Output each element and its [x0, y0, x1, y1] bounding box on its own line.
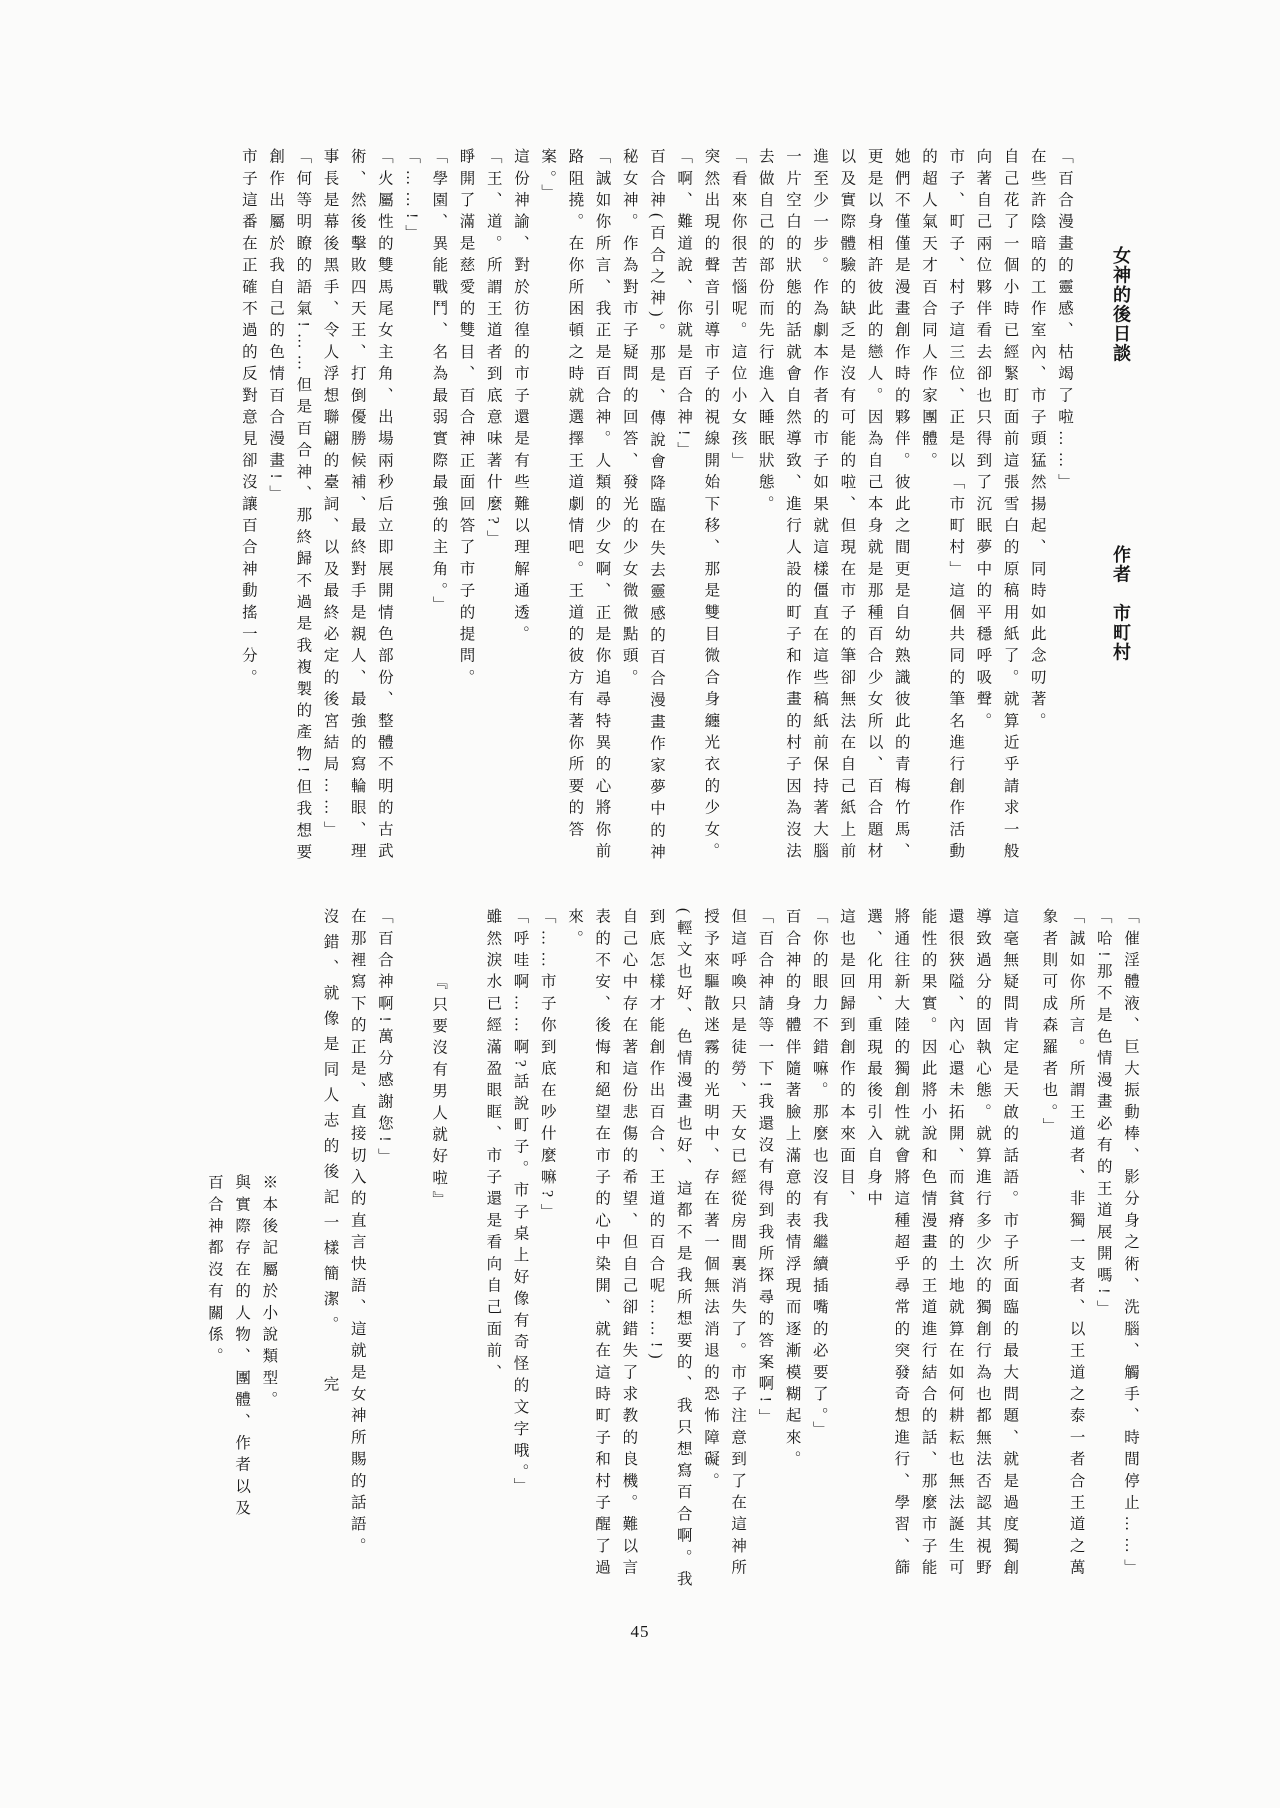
paragraph: 「何等明瞭的語氣!……但是百合神、那終歸不過是我複製的產物!但我想要創作出屬於我自己的色情百合漫畫!」 [267, 148, 312, 866]
paragraph: 這份神諭、對於彷徨的市子還是有些難以理解通透。 [511, 148, 529, 648]
disclaimer-note: 與實際存在的人物、團體、作者以及 [233, 1174, 251, 1522]
paragraph: 自己心中存在著這份悲傷的希望、但自己卻錯失了求教的良機。難以言表的不安、後悔和絕望在市子的心中染開、就在這時町子和村子醒了過來。 [565, 908, 638, 1581]
title-column [1090, 246, 1152, 906]
author-credit: 作者 市町村 [1111, 545, 1131, 662]
paragraph: 「哈!那不是色情漫畫必有的王道展開嗎!」 [1094, 908, 1112, 1322]
page-number: 45 [630, 1622, 650, 1641]
paragraph: 這也是回歸到創作的本來面目、 [837, 908, 855, 1212]
paragraph: 「百合神請等一下!我還沒有得到我所探尋的答案啊!」 [756, 908, 774, 1430]
paragraph: 市子、町子、村子這三位、正是以「市町村」這個共同的筆名進行創作活動的超人氣天才百合同人作家團體。 [919, 148, 965, 865]
paragraph: 突然出現的聲音引導市子的視線開始下移、那是雙目微合身纏光衣的少女。 [702, 148, 720, 865]
paragraph: 「學園、異能戰鬥、名為最弱實際最強的主角。」 [430, 148, 448, 618]
paragraph: 自己花了一個小時已經緊盯面前這張雪白的原稿用紙了。就算近乎請求一般向著自己兩位夥伴看去卻也只得到了沉眠夢中的平穩呼吸聲。 [974, 148, 1019, 865]
paragraph: 睜開了滿是慈愛的雙目、百合神正面回答了市子的提問。 [457, 148, 475, 691]
paragraph: 「誠如你所言。所謂王道者、非獨一支者、以王道之泰一者合王道之萬象者則可成森羅者也。」 [1040, 908, 1085, 1581]
paragraph: 沒錯、就像是同人志的後記一樣簡潔。完 [316, 908, 343, 1602]
end-mark: 完 [321, 1375, 339, 1401]
disclaimer-note: ※本後記屬於小說類型。 [260, 1174, 278, 1413]
paragraph: 「催淫體液、巨大振動棒、影分身之術、洗腦、觸手、時間停止……」 [1122, 908, 1139, 1581]
paragraph: 百合神的身體伴隨著臉上滿意的表情浮現而逐漸模糊起來。 [783, 908, 801, 1473]
paragraph: 這毫無疑問肯定是天啟的話語。市子所面臨的最大問題、就是過度獨創導致過分的固執心態。就算進行多少次的獨創行為也都無法否認其視野還很狹隘、內心還未拓開、而貧瘠的土地就算在如何耕耘也無法誕生可能性的果實。因此將小說和色情漫畫的王道進行結合的話、那麼市子能將通往新大陸的獨創性就會將這種超乎尋常的突發奇想進行、學習、篩選、化用、重現最後引入自身中 [865, 908, 1019, 1581]
paragraph: 百合神(百合之神)。那是、傳說會降臨在失去靈感的百合漫畫作家夢中的神秘女神。作為對市子疑問的回答、發光的少女微微點頭。 [620, 148, 665, 866]
disclaimer-note: 百合神都沒有關係。 [205, 1174, 223, 1370]
paragraph: 「百合漫畫的靈感、枯竭了啦……」 [1056, 148, 1073, 496]
paragraph: 「火屬性的雙馬尾女主角、出場兩秒后立即展開情色部份、整體不明的古武術、然後擊敗四天王、打倒優勝候補、最終對手是親人、最強的寫輪眼、理事長是幕後黑手、令人浮想聯翩的臺詞、以及最終必定的後宮結局……」 [321, 148, 393, 865]
paragraph: 「百合神啊!萬分感謝您!」 [375, 908, 393, 1170]
paragraph: 「呼哇啊……啊?話說町子。市子桌上好像有奇怪的文字哦。」 [511, 908, 529, 1500]
paragraph: 在那裡寫下的正是、直接切入的直言快語、這就是女神所賜的話語。 [348, 908, 366, 1559]
page-title: 女神的後日談作者 市町村 [1111, 246, 1131, 662]
paragraph: 「看來你很苦惱呢。這位小女孩」 [729, 148, 747, 474]
divine-quote-line: 『只要沒有男人就好啦』 [430, 974, 448, 1213]
paragraph: 「王、道。所謂王道者到底意味著什麼?」 [484, 148, 502, 552]
paragraph: 雖然淚水已經滿盈眼眶、市子還是看向自己面前、 [484, 908, 502, 1386]
paragraph: 「啊、難道說、你就是百合神!」 [675, 148, 693, 464]
paragraph: 在些許陰暗的工作室內、市子頭猛然揚起、同時如此念叨著。 [1028, 148, 1046, 734]
paragraph: 但這呼喚只是徒勞、天女已經從房間裏消失了。市子注意到了在這神所授予來驅散迷霧的光明中、存在著一個無法消退的恐怖障礙。 [701, 908, 747, 1581]
afterword-top-section [235, 148, 1078, 866]
paragraph: 她們不僅僅是漫畫創作時的夥伴。彼此之間更是自幼熟識彼此的青梅竹馬、更是以身相許彼此的戀人。因為自己本身就是那種百合少女所以、百合題材以及實際體驗的缺乏是沒有可能的啦、但現在市子的筆卻無法在自己紙上前進至少一步。作為劇本作者的市子如果就這樣僵直在這些稿紙前保持著大腦一片空白的狀態的話就會自然導致、進行人設的町子和作畫的村子因為沒法去做自己的部份而先行進入睡眠狀態。 [756, 148, 910, 865]
paragraph: 「……市子你到底在吵什麼嘛?」 [538, 908, 556, 1225]
paragraph: 「……!」 [403, 148, 421, 247]
paragraph: 市子這番在正確不過的反對意見卻沒讓百合神動搖一分。 [239, 148, 257, 691]
paragraph: (輕文也好、色情漫畫也好、這都不是我所想要的、我只想寫百合啊。我到底怎樣才能創作出百合、王道的百合呢……!) [647, 908, 692, 1593]
afterword-bottom-section [201, 908, 1144, 1602]
paragraph: 「你的眼力不錯嘛。那麼也沒有我繼續插嘴的必要了。」 [810, 908, 828, 1443]
paragraph: 「誠如你所言、我正是百合神。人類的少女啊、正是你追尋特異的心將你前路阻撓。在你所困頓之時就選擇王道劇情吧。王道的彼方有著你所要的答案。」 [539, 148, 611, 865]
